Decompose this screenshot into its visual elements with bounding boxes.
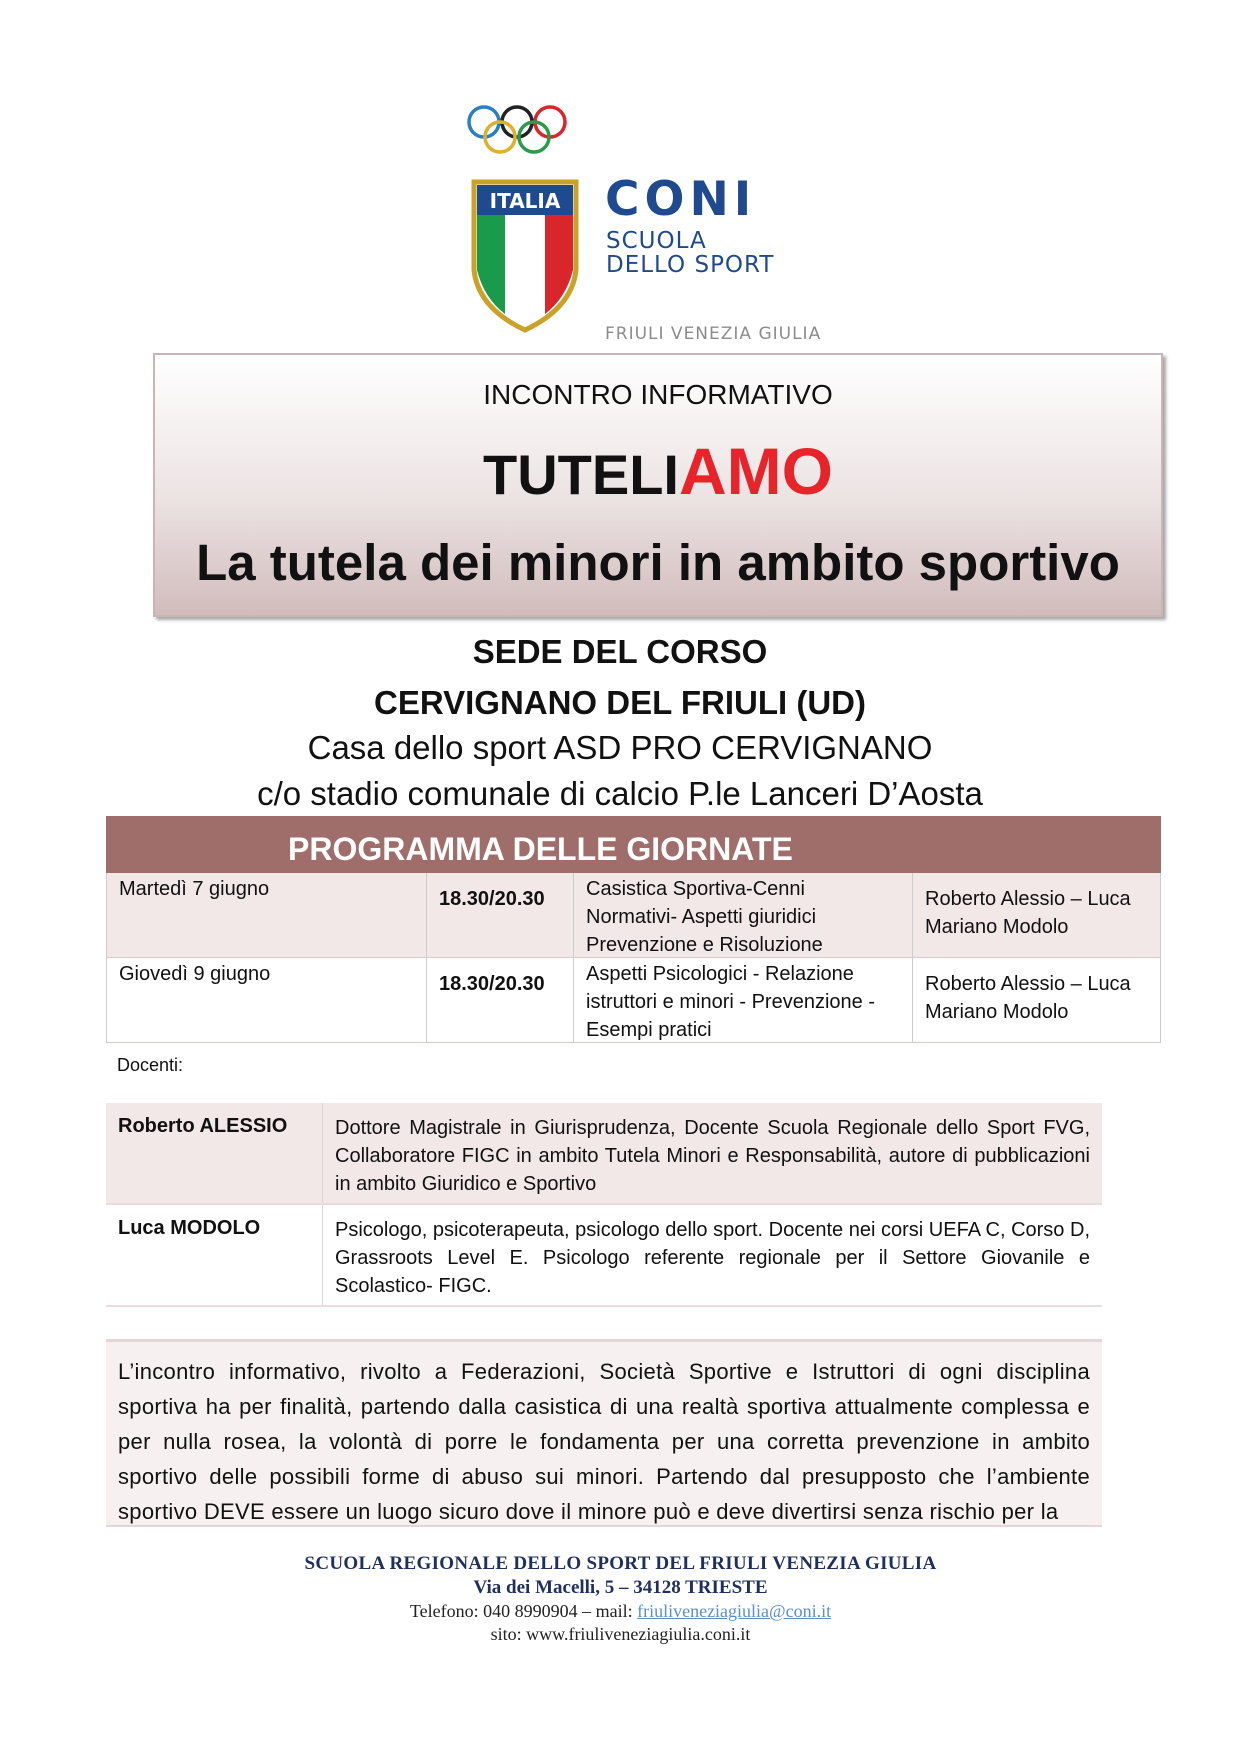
venue-heading: SEDE DEL CORSO [472,633,768,670]
venue-city: CERVIGNANO DEL FRIULI (UD) [374,684,866,721]
table-row [106,1103,1102,1205]
program-day: Martedì 7 giugno [106,873,426,957]
footer-site: sito: www.friuliveneziagiulia.coni.it [490,1624,751,1644]
program-header: PROGRAMMA DELLE GIORNATE [106,816,1161,873]
table-row [106,958,1161,1043]
event-kicker: INCONTRO INFORMATIVO [483,379,833,410]
title-box [153,353,1163,617]
coni-wordmark: CONI [605,172,757,227]
event-subtitle: La tutela dei minori in ambito sportivo [196,534,1120,591]
table-row [106,873,1161,958]
program-teachers: Roberto Alessio – Luca Mariano Modolo [912,873,1161,957]
program-topic: Casistica Sportiva-Cenni Normativi- Aspetti giuridici Prevenzione e Risoluzione [573,873,912,957]
teachers-table [106,1103,1102,1307]
teacher-name: Luca MODOLO [106,1205,323,1305]
shield-text: ITALIA [489,189,561,213]
brand-red: AMO [679,434,833,508]
program-time: 18.30/20.30 [426,958,573,1042]
footer-address: Via dei Macelli, 5 – 34128 TRIESTE [473,1577,768,1598]
docenti-label: Docenti: [117,1055,184,1075]
footer-contacts [0,1601,1241,1622]
program-table [106,816,1161,1043]
footer-email-link[interactable]: friuliveneziagiulia@coni.it [637,1601,832,1621]
venue-place: Casa dello sport ASD PRO CERVIGNANO [307,729,933,766]
logo-dello-sport: DELLO SPORT [606,252,775,278]
olympic-rings-icon [469,107,565,152]
teacher-name: Roberto ALESSIO [106,1103,323,1203]
program-topic: Aspetti Psicologici - Relazione istruttori e minori - Prevenzione - Esempi pratici [573,958,912,1042]
program-day: Giovedì 9 giugno [106,958,426,1042]
logo-scuola: SCUOLA [606,228,707,254]
program-time: 18.30/20.30 [426,873,573,957]
footer-org: SCUOLA REGIONALE DELLO SPORT DEL FRIULI VENEZIA GIULIA [304,1553,937,1574]
table-row [106,1205,1102,1307]
italia-shield-icon [474,182,576,330]
description-text: L’incontro informativo, rivolto a Federazioni, Società Sportive e Istruttori di ogni disciplina sportiva ha per finalità, partendo dalla casistica di una realtà sportiva attualmente complessa e per nulla rosea, la volontà di porre le fondamenta per una corretta prevenzione in ambito sportivo delle possibili forme di abuso sui minori. Partendo dal presupposto che l’ambiente sportivo DEVE essere un luogo sicuro dove il minore può e deve divertirsi senza rischio per la [106,1339,1102,1527]
logo-region: FRIULI VENEZIA GIULIA [605,324,822,344]
venue-address: c/o stadio comunale di calcio P.le Lanceri D’Aosta [257,775,983,812]
program-teachers: Roberto Alessio – Luca Mariano Modolo [912,958,1161,1042]
teacher-bio: Dottore Magistrale in Giurisprudenza, Docente Scuola Regionale dello Sport FVG, Collaboratore FIGC in ambito Tutela Minori e Responsabilità, autore di pubblicazioni in ambito Giuridico e Sportivo [335,1117,1090,1195]
footer-phone: Telefono: 040 8990904 – mail: [409,1601,638,1621]
event-brand [155,433,1161,509]
brand-black: TUTELI [483,443,679,506]
teacher-bio: Psicologo, psicoterapeuta, psicologo dello sport. Docente nei corsi UEFA C, Corso D, Grassroots Level E. Psicologo referente regionale per il Settore Giovanile e Scolastico- FIGC. [335,1219,1090,1297]
